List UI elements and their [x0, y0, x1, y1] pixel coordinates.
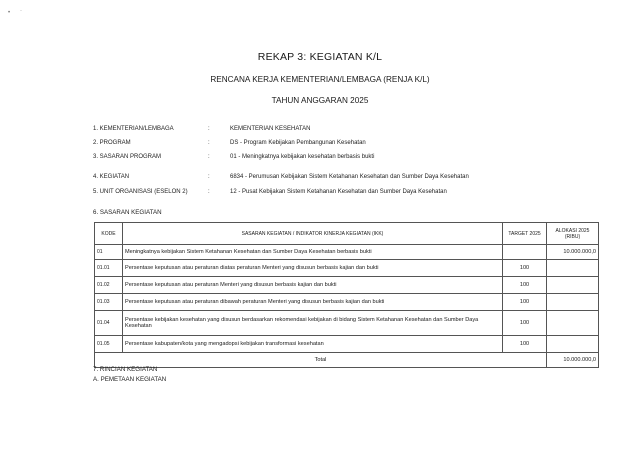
- table-row: [95, 245, 599, 260]
- row-indikator: Persentase kabupaten/kota yang mengadopsi kebijakan transformasi kesehatan: [123, 336, 503, 353]
- info-row-sasaran-program: [93, 154, 374, 160]
- section-rincian-kegiatan-title: 7. RINCIAN KEGIATAN: [93, 366, 158, 373]
- row-kode: 01: [95, 245, 123, 260]
- info-separator: :: [208, 174, 210, 180]
- info-value: 01 - Meningkatnya kebijakan kesehatan berbasis bukti: [230, 154, 375, 160]
- info-label: 5. UNIT ORGANISASI (ESELON 2): [93, 189, 188, 195]
- total-label: Total: [95, 353, 547, 368]
- row-target: 100: [503, 260, 547, 277]
- info-label: 3. SASARAN PROGRAM: [93, 154, 162, 160]
- info-label: 2. PROGRAM: [93, 140, 131, 146]
- row-target: 100: [503, 336, 547, 353]
- info-value: DS - Program Kebijakan Pembangunan Kesehatan: [230, 140, 366, 146]
- row-indikator: Persentase keputusan atau peraturan dibawah peraturan Menteri yang disusun berbasis kajian dan bukti: [123, 294, 503, 311]
- info-row-unit-organisasi: [93, 189, 447, 195]
- info-value: 12 - Pusat Kebijakan Sistem Ketahanan Kesehatan dan Sumber Daya Kesehatan: [230, 189, 447, 195]
- table-row: [95, 311, 599, 336]
- table-row: [95, 336, 599, 353]
- row-indikator: Persentase kebijakan kesehatan yang disusun berdasarkan rekomendasi kebijakan di bidang Sistem Ketahanan Kesehatan dan Sumber Daya Kesehatan: [123, 311, 503, 336]
- row-kode: 01.05: [95, 336, 123, 353]
- page-title: REKAP 3: KEGIATAN K/L: [257, 51, 383, 63]
- section-sasaran-kegiatan-title: 6. SASARAN KEGIATAN: [93, 209, 162, 216]
- row-alokasi: [547, 260, 599, 277]
- row-target: 100: [503, 311, 547, 336]
- info-label: 1. KEMENTERIAN/LEMBAGA: [93, 126, 174, 132]
- header-sasaran: SASARAN KEGIATAN / INDIKATOR KINERJA KEGIATAN (IKK): [123, 223, 503, 245]
- info-row-program: [93, 140, 366, 146]
- info-label: 4. KEGIATAN: [93, 174, 130, 180]
- row-indikator: Persentase keputusan atau peraturan Menteri yang disusun berbasis kajian dan bukti: [123, 277, 503, 294]
- header-target: TARGET 2025: [503, 223, 547, 245]
- fiscal-year-line: TAHUN ANGGARAN 2025: [271, 96, 369, 105]
- table-header-row: [95, 223, 599, 245]
- sasaran-kegiatan-table: [94, 222, 599, 368]
- info-separator: :: [208, 189, 210, 195]
- page-subtitle: RENCANA KERJA KEMENTERIAN/LEMBAGA (RENJA K/L): [210, 75, 430, 84]
- scan-speck: ·: [20, 8, 22, 14]
- header-alokasi: ALOKASI 2025 (RIBU): [547, 223, 599, 245]
- info-value: 6834 - Perumusan Kebijakan Sistem Ketahanan Kesehatan dan Sumber Daya Kesehatan: [230, 174, 469, 180]
- row-target: 100: [503, 277, 547, 294]
- row-alokasi: [547, 294, 599, 311]
- table-row: [95, 294, 599, 311]
- row-kode: 01.01: [95, 260, 123, 277]
- header-kode: KODE: [95, 223, 123, 245]
- row-alokasi: [547, 277, 599, 294]
- table-total-row: [95, 353, 599, 368]
- table-row: [95, 260, 599, 277]
- table-row: [95, 277, 599, 294]
- info-value: KEMENTERIAN KESEHATAN: [230, 126, 311, 132]
- row-indikator: Persentase keputusan atau peraturan diatas peraturan Menteri yang disusun berbasis kajian dan bukti: [123, 260, 503, 277]
- row-kode: 01.02: [95, 277, 123, 294]
- total-value: 10.000.000,0: [547, 353, 599, 368]
- info-separator: :: [208, 154, 210, 160]
- info-row-kegiatan: [93, 174, 469, 180]
- row-target: 100: [503, 294, 547, 311]
- row-alokasi: [547, 311, 599, 336]
- info-separator: :: [208, 140, 210, 146]
- info-row-kementerian: [93, 126, 310, 132]
- info-separator: :: [208, 126, 210, 132]
- row-target: [503, 245, 547, 260]
- row-alokasi: [547, 336, 599, 353]
- scan-speck: •: [8, 10, 11, 16]
- row-sasaran: Meningkatnya kebijakan Sistem Ketahanan Kesehatan dan Sumber Daya Kesehatan berbasis bukti: [123, 245, 503, 260]
- row-alokasi: 10.000.000,0: [547, 245, 599, 260]
- row-kode: 01.04: [95, 311, 123, 336]
- row-kode: 01.03: [95, 294, 123, 311]
- section-pemetaan-kegiatan-title: A. PEMETAAN KEGIATAN: [93, 376, 167, 383]
